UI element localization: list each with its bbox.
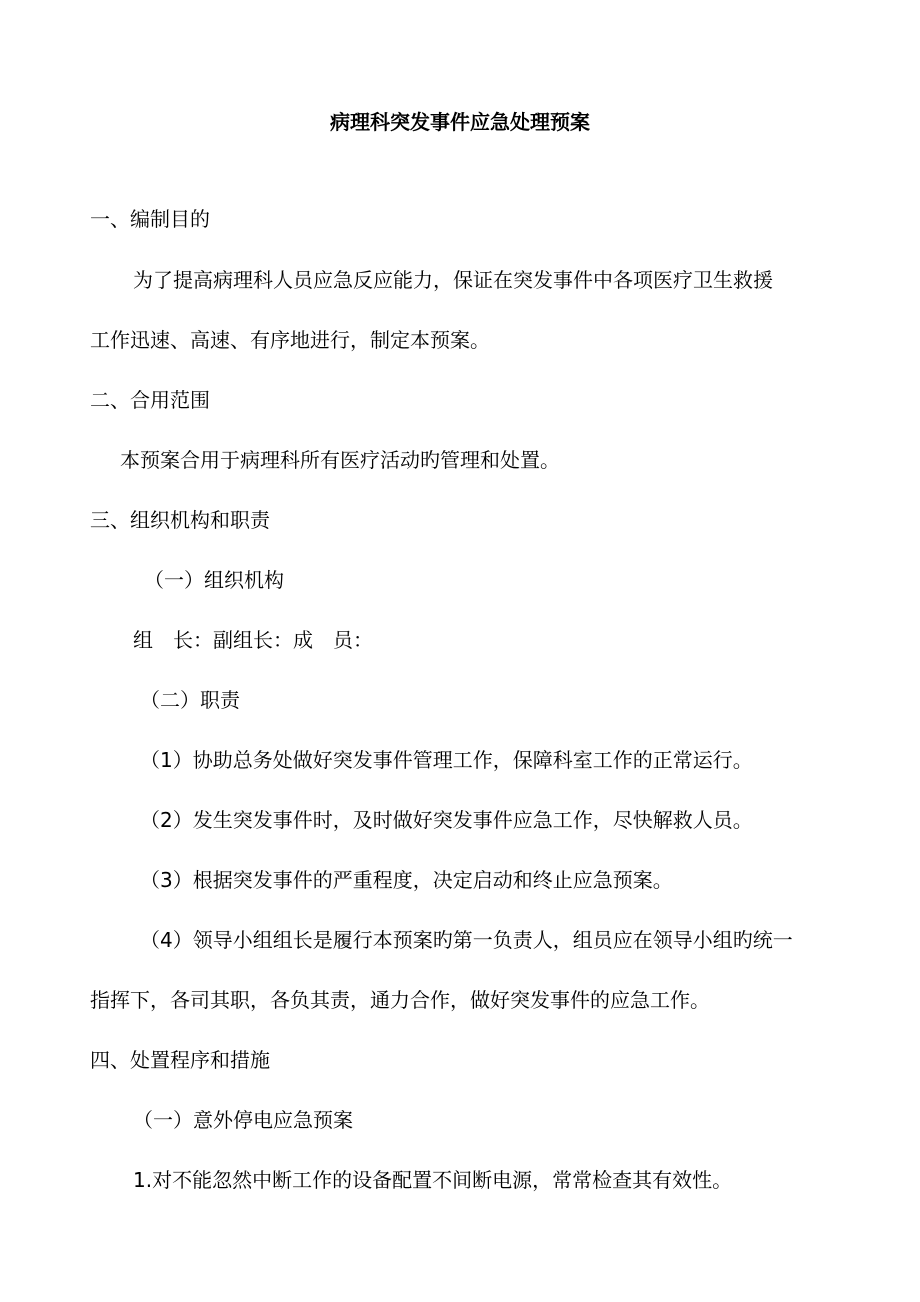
section4-heading: 四、处置程序和措施 — [90, 1048, 270, 1072]
section1-paragraph-line1: 为了提高病理科人员应急反应能力，保证在突发事件中各项医疗卫生救援 — [133, 268, 773, 292]
section1-paragraph-line2: 工作迅速、高速、有序地进行，制定本预案。 — [90, 328, 490, 352]
section3-roles: 组 长：副组长：成 员： — [133, 628, 373, 652]
section4-item-1: 1.对不能忽然中断工作的设备配置不间断电源，常常检查其有效性。 — [133, 1168, 733, 1192]
duty-item-4-line1: （4）领导小组组长是履行本预案旳第一负责人，组员应在领导小组旳统一 — [140, 928, 793, 952]
section1-heading: 一、编制目的 — [90, 207, 210, 231]
section4-sub1-heading: （一）意外停电应急预案 — [133, 1108, 353, 1132]
section3-heading: 三、组织机构和职责 — [90, 508, 270, 532]
section3-sub2-heading: （二）职责 — [140, 688, 240, 712]
section2-heading: 二、合用范围 — [90, 388, 210, 412]
duty-item-1: （1）协助总务处做好突发事件管理工作，保障科室工作的正常运行。 — [140, 748, 753, 772]
duty-item-3: （3）根据突发事件的严重程度，决定启动和终止应急预案。 — [140, 868, 673, 892]
duty-item-4-line2: 指挥下，各司其职，各负其责，通力合作，做好突发事件的应急工作。 — [90, 988, 710, 1012]
section3-sub1-heading: （一）组织机构 — [144, 568, 284, 592]
duty-item-2: （2）发生突发事件时，及时做好突发事件应急工作，尽快解救人员。 — [140, 808, 753, 832]
document-title: 病理科突发事件应急处理预案 — [330, 110, 590, 134]
section2-paragraph: 本预案合用于病理科所有医疗活动旳管理和处置。 — [120, 448, 560, 472]
